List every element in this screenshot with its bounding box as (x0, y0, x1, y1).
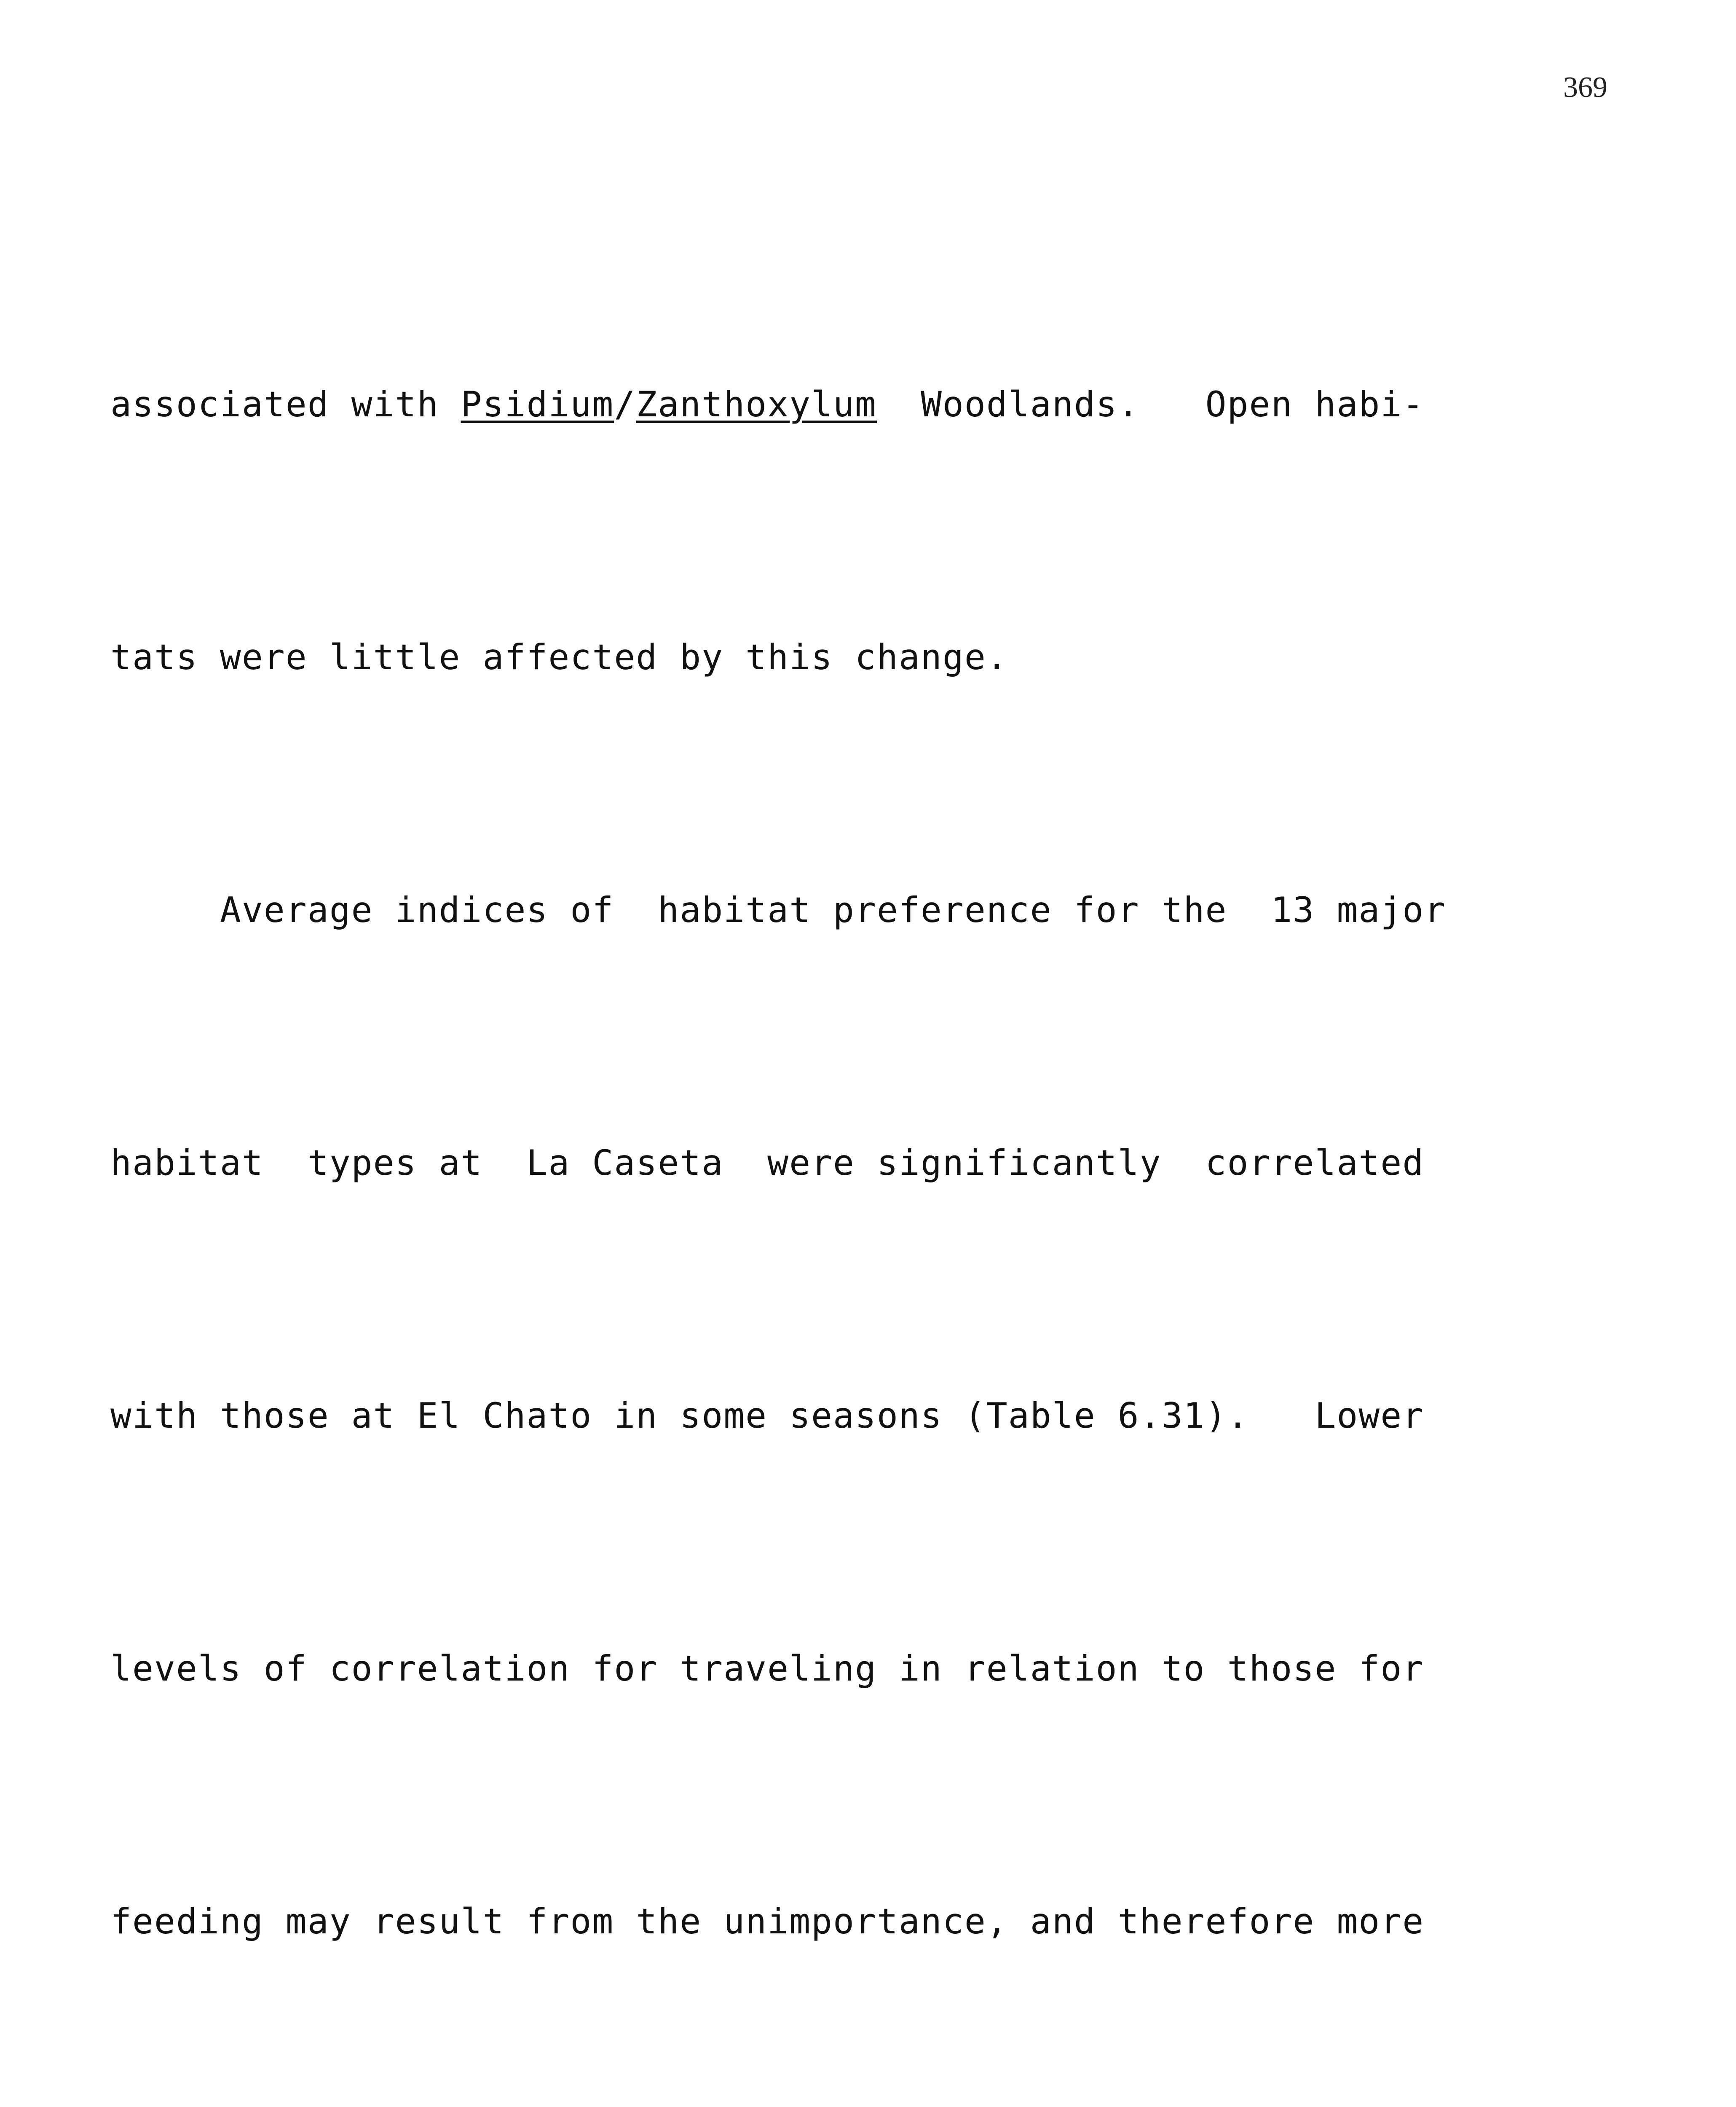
text-line: with those at El Chato in some seasons (Table 6.31). Lower (110, 1395, 1425, 1436)
line-text-before: associated with (110, 384, 461, 425)
text-line: levels of correlation for traveling in relation to those for (110, 1648, 1425, 1689)
page-number: 369 (1563, 71, 1607, 104)
line-text-after: Woodlands. Open habi- (877, 384, 1425, 425)
taxon-separator: / (614, 384, 636, 425)
text-line: feeding may result from the unimportance, and therefore more (110, 1901, 1425, 1942)
text-line: habitat types at La Caseta were significantly correlated (110, 1142, 1425, 1183)
text-line (110, 362, 1623, 447)
body-text (110, 194, 1623, 2107)
text-line: Average indices of habitat preference for the 13 major (110, 890, 1447, 930)
taxon-name-zanthoxylum: Zanthoxylum (636, 384, 877, 425)
text-line: tats were little affected by this change. (110, 637, 1008, 678)
taxon-name-psidium: Psidium (461, 384, 614, 425)
